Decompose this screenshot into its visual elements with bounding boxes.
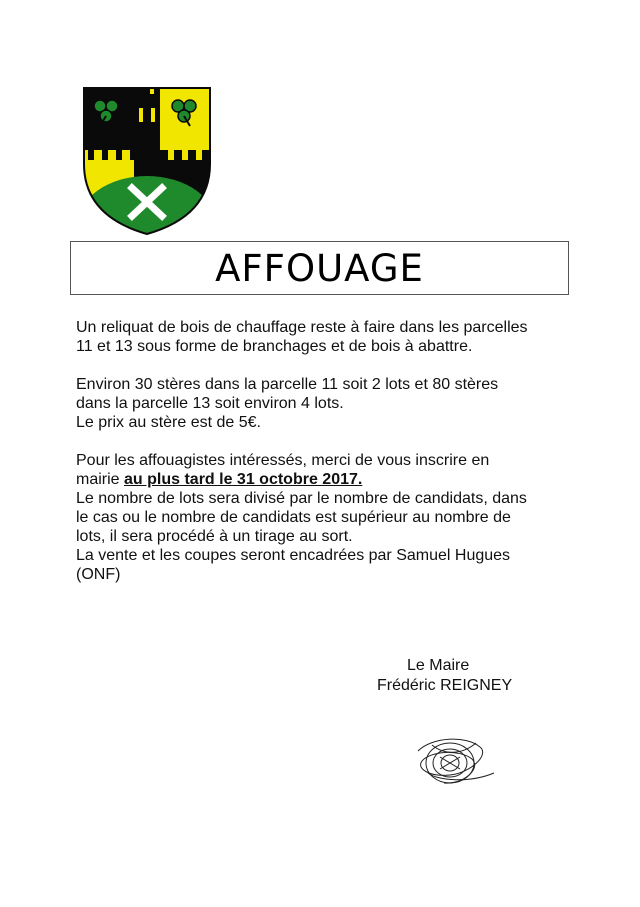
signer-name: Frédéric REIGNEY — [377, 677, 513, 694]
text-line: (ONF) — [76, 566, 121, 583]
paragraph-1 — [76, 318, 576, 356]
signature-stamp-icon — [410, 733, 500, 793]
text-line-with-deadline — [76, 470, 576, 489]
text-line: Le prix au stère est de 5€. — [76, 414, 261, 431]
paragraph-2 — [76, 375, 576, 432]
page-title: AFFOUAGE — [215, 246, 424, 290]
coat-of-arms-icon — [82, 86, 212, 236]
text-line: Pour les affouagistes intéressés, merci de vous inscrire en — [76, 452, 490, 469]
text-line: 11 et 13 sous forme de branchages et de bois à abattre. — [76, 338, 473, 355]
paragraph-3 — [76, 451, 576, 584]
signature-block — [370, 656, 540, 696]
text-line: dans la parcelle 13 soit environ 4 lots. — [76, 395, 344, 412]
notice-body — [76, 318, 576, 603]
text-line: le cas ou le nombre de candidats est supérieur au nombre de — [76, 509, 511, 526]
text-line: Environ 30 stères dans la parcelle 11 soit 2 lots et 80 stères — [76, 376, 499, 393]
text-line: Un reliquat de bois de chauffage reste à faire dans les parcelles — [76, 319, 528, 336]
text-fragment: mairie — [76, 471, 125, 488]
deadline-highlight: au plus tard le 31 octobre 2017. — [124, 471, 363, 488]
text-line: La vente et les coupes seront encadrées par Samuel Hugues — [76, 547, 511, 564]
title-box — [70, 241, 569, 295]
text-line: lots, il sera procédé à un tirage au sort. — [76, 528, 353, 545]
signer-role: Le Maire — [407, 657, 470, 674]
text-line: Le nombre de lots sera divisé par le nombre de candidats, dans — [76, 490, 527, 507]
